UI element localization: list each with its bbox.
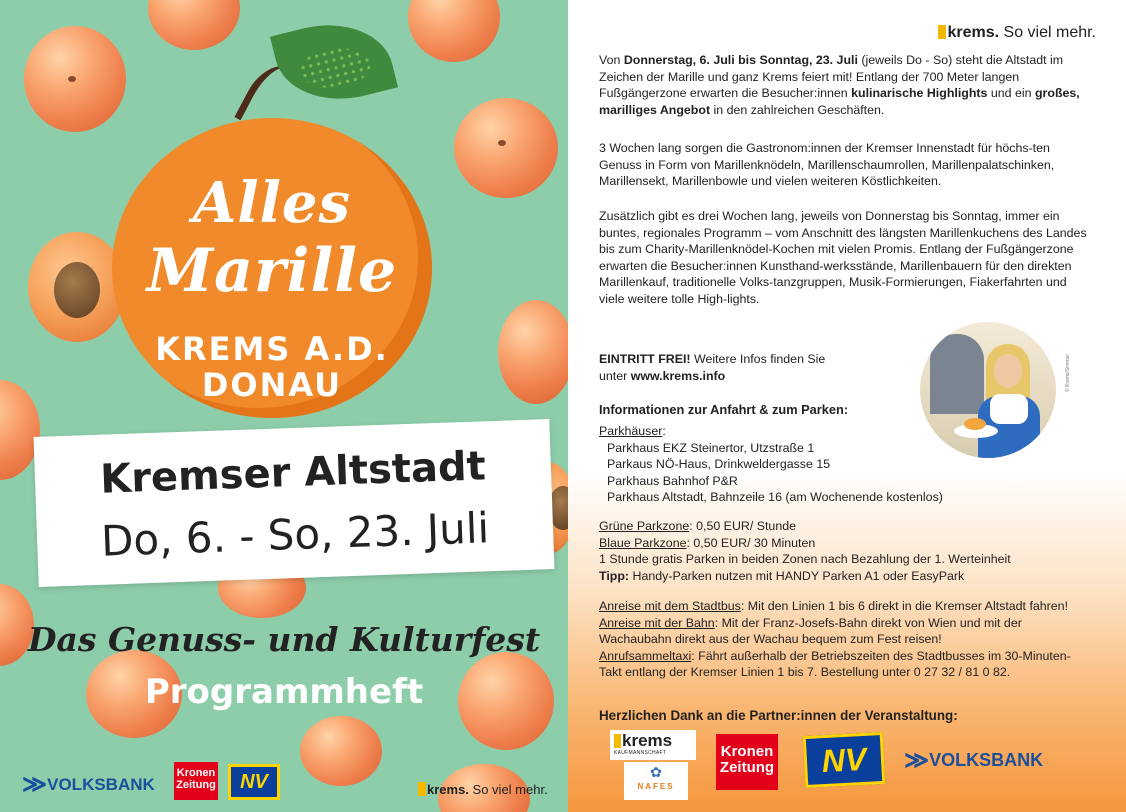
kronen-zeitung-logo [716,734,778,790]
krems-mark-icon [938,25,946,39]
list-item: Parkhaus Bahnhof P&R [607,473,738,488]
parking-title-text: Informationen zur Anfahrt & zum Parken: [599,402,849,417]
apricot-stem [68,76,76,82]
intro-text: und ein [987,86,1035,101]
kronen-line-2: Zeitung [719,758,775,776]
apricot-stem [498,140,506,146]
intro-paragraph [599,52,1089,118]
nv-logo [803,732,886,788]
krems-logo [418,782,548,797]
volksbank-icon: ≫ [22,771,44,798]
nv-label: NV [820,740,868,779]
entry-info [599,351,929,384]
volksbank-label: VOLKSBANK [929,750,1044,770]
photo-person [994,354,1022,388]
krems-slogan: So viel mehr. [1003,24,1096,41]
free-parking-note: 1 Stunde gratis Parken in beiden Zonen nach Bezahlung der 1. Werteinheit [599,552,1011,567]
taxi-text: : Fährt außerhalb der Betriebszeiten des Stadtbusses im 30-Minuten-Takt entlang der Kremser Linien 1 bis 7. Bestellung unter 0 27 32 / 81 0 82. [599,648,1071,680]
krems-word: krems. [947,24,1000,41]
apricot-image [498,300,568,404]
tip-label: Tipp: [599,568,630,583]
volksbank-icon: ≫ [904,747,926,774]
title-line-1: Alles [192,170,352,236]
krems-kfm-word: krems [622,731,673,750]
entry-text: Weitere Infos finden Sie [690,352,826,366]
train-text: : Mit der Franz-Josefs-Bahn direkt von Wien und mit der Wachaubahn direkt aus der Wachau bequem zum Fest reisen! [599,615,1022,647]
intro-dates: Donnerstag, 6. Juli bis Sonntag, 23. Juli [623,53,858,67]
photo-credit: © Krems/Simmel [1065,354,1071,392]
intro-highlight: großes, marilliges Angebot [599,86,1080,117]
nv-label: NV [240,770,268,793]
blue-zone-label: Blaue Parkzone [599,535,687,550]
bus-label: Anreise mit dem Stadtbus [599,599,741,613]
krems-word: krems. [427,782,469,797]
bus-text: : Mit den Linien 1 bis 6 direkt in die Kremser Altstadt fahren! [740,599,1069,613]
nv-logo [228,764,280,800]
arrival-info [599,598,1089,681]
event-dates: Do, 6. - So, 23. Juli [100,503,490,566]
krems-brand-logo [938,24,1096,42]
parkhaeuser-label: Parkhäuser [599,424,663,438]
train-label: Anreise mit der Bahn [599,615,715,630]
list-item: Parkaus NÖ-Haus, Drinkweldergasse 15 [607,457,831,472]
tip-text: Handy-Parken nutzen mit HANDY Parken A1 oder EasyPark [629,568,965,583]
entry-free: EINTRITT FREI! [599,352,691,366]
krems-mark-icon [418,782,426,796]
apricot-image [148,0,240,50]
volksbank-logo [22,770,155,799]
green-zone-text: : 0,50 EUR/ Stunde [689,519,796,533]
entry-text: unter [599,368,631,383]
taxi-label: Anrufsammeltaxi [599,648,692,663]
krems-mark-icon [614,734,621,748]
parking-title [599,402,1089,419]
kronen-line-2: Zeitung [176,778,216,791]
intro-text: in den zahlreichen Geschäften. [710,102,885,117]
list-item: Parkhaus Altstadt, Bahnzeile 16 (am Wochenende kostenlos) [607,490,943,505]
subtitle: Programmheft [144,672,424,712]
date-banner [34,419,555,587]
kronen-line-1: Kronen [720,743,774,760]
intro-text: Von [599,53,624,67]
website-link[interactable]: www.krems.info [630,368,726,383]
krems-kaufmannschaft-logo [610,730,696,760]
parkhaeuser-list: Parkhäuser: Parkhaus EKZ Steinertor, Utzstraße 1 Parkaus NÖ-Haus, Drinkweldergasse 15 Parkhaus Bahnhof P&R Parkhaus Altstadt, Bahnzeile 16 (am Wochenende kostenlos) [599,423,999,506]
nafes-icon: ✿ [650,764,662,780]
tagline: Das Genuss- und Kulturfest [27,620,541,659]
gastronomy-paragraph: 3 Wochen lang sorgen die Gastronom:innen der Kremser Innenstadt für höchs-ten Genuss in Form von Marillenknödeln, Marillenschaumrollen, Marillenpalatschinken, Marillensekt, Marillenbowle und vielen weiteren Köstlichkeiten. [599,141,1055,189]
apricot-image [300,716,382,786]
nafes-label: NAFES [637,782,675,791]
apricot-image [454,98,558,198]
parking-zones [599,518,1089,584]
intro-highlight: kulinarische Highlights [851,86,988,101]
partners-title: Herzlichen Dank an die Partner:innen der Veranstaltung: [599,708,958,723]
title-line-2: Marille [146,236,398,306]
apricot-pit [54,262,100,318]
volksbank-logo [904,746,1043,775]
kronen-line-1: Kronen [176,767,216,779]
program-paragraph: Zusätzlich gibt es drei Wochen lang, jeweils von Donnerstag bis Sonntag, immer ein buntes, regionales Programm – vom Anschnitt des längsten Marillenkuchens des Landes bis zum Charity-Marillenknödel-Kochen mit vielen Promis. Entlang der Fußgängerzone erwarten die Besucher:innen Kunsthand-werksstände, Marillenbauern für den direkten Marillenkauf, traditionelle Volks-tanzgruppen, Musik-Formierungen, Fiakerfahrten und viele weitere tolle High-lights. [599,209,1087,306]
info-page [568,0,1126,812]
apricot-image [408,0,500,62]
green-zone-label: Grüne Parkzone [599,519,690,533]
nafes-logo [624,762,688,800]
intro-text: (jeweils Do - So) steht die Altstadt im Zeichen der Marille und ganz Krems feiert mit! Entlang der 700 Meter langen Fußgängerzone erwarten die Besucher:innen [599,53,1064,101]
location-line-1: KREMS A.D. [155,330,389,368]
volksbank-label: VOLKSBANK [47,774,155,794]
kronen-zeitung-logo [174,762,218,800]
venue-title: Kremser Altstadt [99,443,487,503]
blue-zone-text: : 0,50 EUR/ 30 Minuten [686,535,816,550]
list-item: Parkhaus EKZ Steinertor, Utzstraße 1 [607,440,815,455]
krems-kfm-sub: KAUFMANNSCHAFT [614,750,667,756]
krems-slogan: So viel mehr. [472,782,548,797]
location-line-2: DONAU [201,366,343,404]
